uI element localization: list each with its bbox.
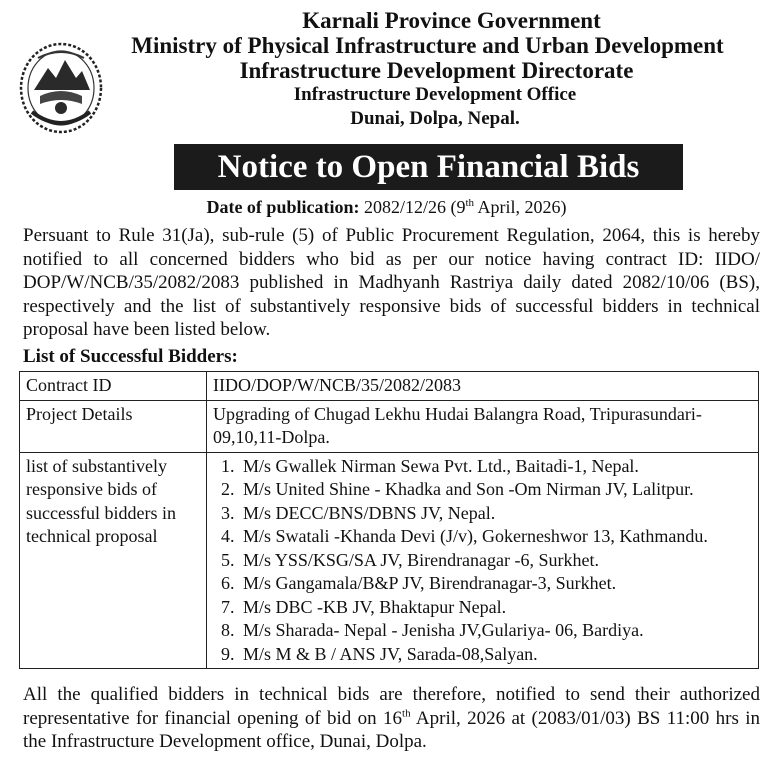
publication-date-ad-close: April, 2026) — [477, 197, 567, 217]
project-value: Upgrading of Chugad Lekhu Hudai Balangra Road, Tripurasundari-09,10,11-Dolpa. — [207, 400, 759, 452]
closing-text-part1: All the qualified bidders in technical bids are therefore, notified to send their authorized representative for financial opening of bid on 16 — [23, 684, 760, 729]
publication-date-bs: 2082/12/26 — [363, 197, 446, 217]
ministry-name: Ministry of Physical Infrastructure and Urban Development — [131, 33, 724, 58]
office-name: Infrastructure Development Office — [293, 84, 577, 105]
contract-id-value: IIDO/DOP/W/NCB/35/2082/2083 — [207, 372, 759, 401]
publication-date-sup: th — [465, 197, 475, 209]
notice-header — [0, 8, 773, 131]
province-name: Karnali Province Government — [302, 8, 601, 33]
publication-date — [0, 196, 773, 218]
project-label: Project Details — [20, 400, 207, 452]
list-item: 4. M/s Swatali -Khanda Devi (J/v), Gokerneshwor 13, Kathmandu. — [239, 525, 752, 549]
list-item: 8. M/s Sharada- Nepal - Jenisha JV,Gulariya- 06, Bardiya. — [239, 619, 752, 643]
notice-title: Notice to Open Financial Bids — [174, 144, 683, 190]
intro-paragraph: Persuant to Rule 31(Ja), sub-rule (5) of Public Procurement Regulation, 2064, this is hereby notified to all concerned bidders who bid as per our notice having contract ID: IIDO/ DOP/W/NCB/35/2082/2083 published in Madhyanh Rastriya daily dated 2082/10/06 (BS), respectively and the list of substantively responsive bids of successful bidders in technical proposal have been listed below. — [23, 225, 760, 341]
list-item: 1. M/s Gwallek Nirman Sewa Pvt. Ltd., Baitadi-1, Nepal. — [239, 455, 752, 479]
closing-text-part2: April, 2026 at (2083/01/03) BS 11:00 hrs in the Infrastructure Development office, Dunai, Dolpa. — [23, 707, 760, 753]
table-row — [20, 400, 759, 452]
list-item: 7. M/s DBC -KB JV, Bhaktapur Nepal. — [239, 596, 752, 620]
list-item: 6. M/s Gangamala/B&P JV, Birendranagar-3, Surkhet. — [239, 572, 752, 596]
list-item: 2. M/s United Shine - Khadka and Son -Om Nirman JV, Lalitpur. — [239, 478, 752, 502]
list-title: List of Successful Bidders: — [23, 346, 238, 367]
list-item: 5. M/s YSS/KSG/SA JV, Birendranagar -6, Surkhet. — [239, 549, 752, 573]
contract-id-label: Contract ID — [20, 372, 207, 401]
table-row — [20, 452, 759, 669]
closing-paragraph — [23, 683, 760, 754]
government-emblem-icon — [18, 38, 104, 138]
bidders-cell — [207, 452, 759, 669]
table-row — [20, 372, 759, 401]
office-address: Dunai, Dolpa, Nepal. — [350, 108, 520, 129]
bidders-label: list of substantively responsive bids of successful bidders in technical proposal — [20, 452, 207, 669]
directorate-name: Infrastructure Development Directorate — [239, 58, 634, 83]
list-item: 9. M/s M & B / ANS JV, Sarada-08,Salyan. — [239, 643, 752, 667]
bidder-list — [213, 455, 752, 667]
publication-label: Date of publication: — [206, 197, 360, 217]
closing-sup: th — [402, 707, 411, 720]
bidders-table — [19, 371, 759, 669]
publication-date-ad-open: (9 — [450, 197, 466, 217]
list-item: 3. M/s DECC/BNS/DBNS JV, Nepal. — [239, 502, 752, 526]
